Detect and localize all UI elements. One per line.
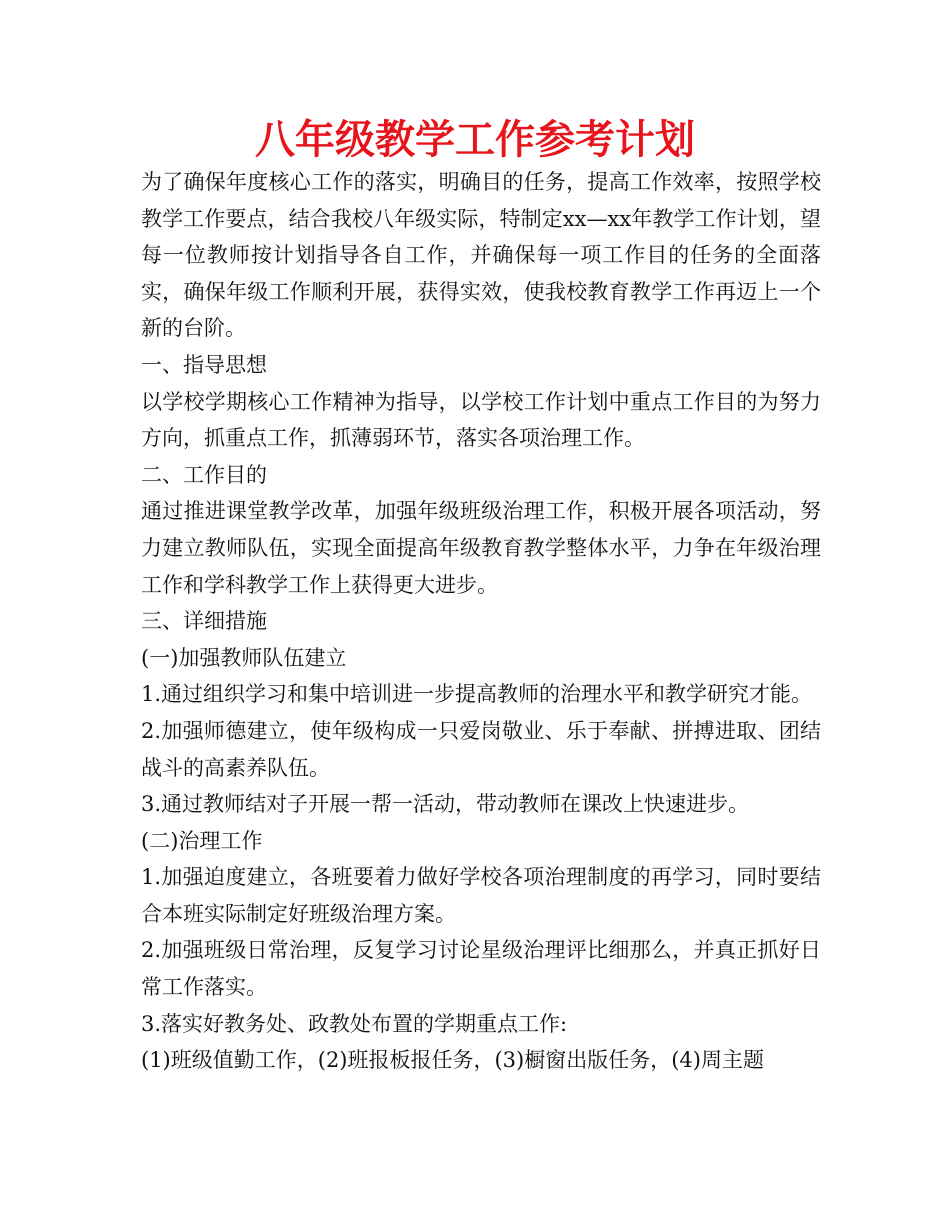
list-item: 1.加强迫度建立，各班要着力做好学校各项治理制度的再学习，同时要结合本班实际制定好班级治理方案。 xyxy=(141,865,821,926)
list-item: 3.通过教师结对子开展一帮一活动，带动教师在课改上快速进步。 xyxy=(141,792,750,817)
list-item: 1.通过组织学习和集中培训进一步提高教师的治理水平和教学研究才能。 xyxy=(141,682,813,707)
section-heading-guiding-ideology: 一、指导思想 xyxy=(141,352,267,377)
document-title: 八年级教学工作参考计划 xyxy=(255,117,695,163)
section-heading-work-goals: 二、工作目的 xyxy=(141,462,267,487)
subsection-heading-management: (二)治理工作 xyxy=(141,828,263,853)
guiding-ideology-paragraph: 以学校学期核心工作精神为指导，以学校工作计划中重点工作目的为努力方向，抓重点工作，抓薄弱环节，落实各项治理工作。 xyxy=(141,389,821,451)
list-item: 3.落实好教务处、政教处布置的学期重点工作: xyxy=(141,1011,568,1036)
list-item: (1)班级值勤工作，(2)班报板报任务，(3)橱窗出版任务，(4)周主题 xyxy=(141,1048,764,1073)
list-item: 2.加强师德建立，使年级构成一只爱岗敬业、乐于奉献、拼搏进取、团结战斗的高素养队伍。 xyxy=(141,718,821,780)
intro-paragraph: 为了确保年度核心工作的落实，明确目的任务，提高工作效率，按照学校教学工作要点，结合我校八年级实际，特制定xx—xx年教学工作计划，望每一位教师按计划指导各自工作，并确保每一项工作目的任务的全面落实，确保年级工作顺利开展，获得实效，使我校教育教学工作再迈上一个新的台阶。 xyxy=(141,170,821,341)
list-item: 2.加强班级日常治理，反复学习讨论星级治理评比细那么，并真正抓好日常工作落实。 xyxy=(141,938,821,1000)
section-heading-measures: 三、详细措施 xyxy=(141,609,267,634)
work-goals-paragraph: 通过推进课堂教学改革，加强年级班级治理工作，积极开展各项活动，努力建立教师队伍，实现全面提高年级教育教学整体水平，力争在年级治理工作和学科教学工作上获得更大进步。 xyxy=(141,499,821,597)
document-body xyxy=(141,164,821,1079)
subsection-heading-teacher-team: (一)加强教师队伍建立 xyxy=(141,645,347,670)
